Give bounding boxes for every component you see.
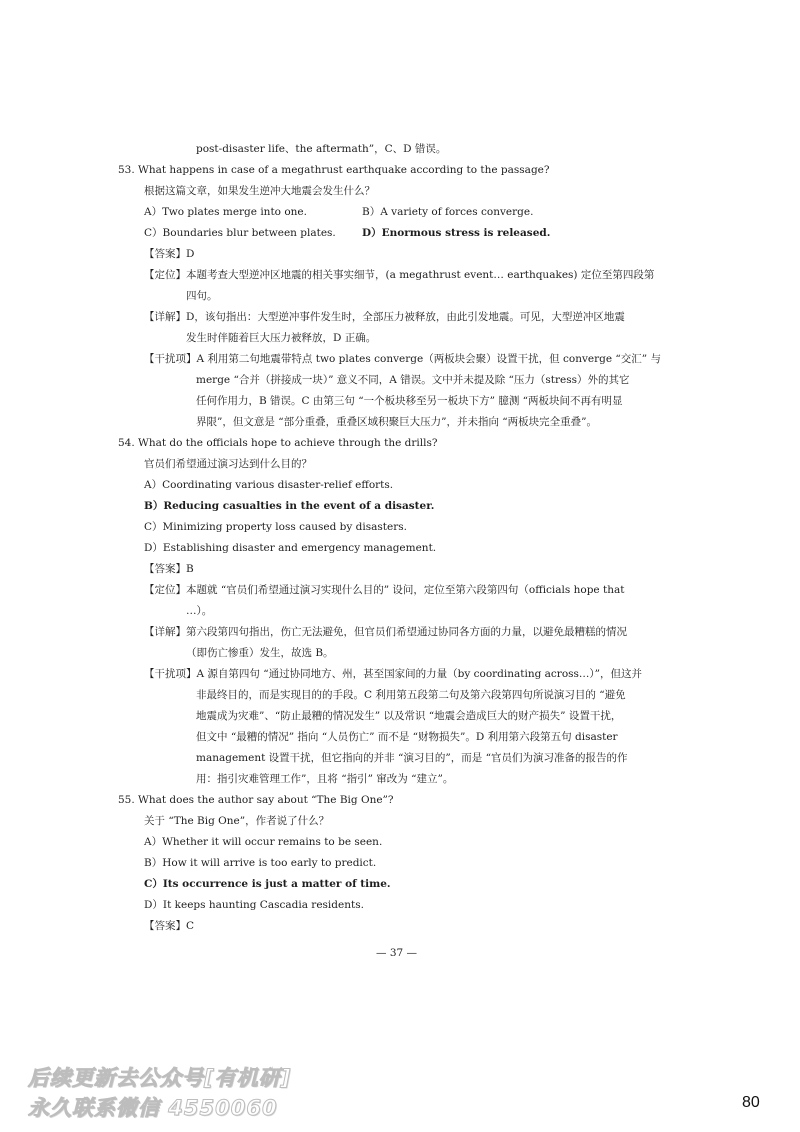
watermark-line-2: 永久联系微信 4550060 [28, 1096, 278, 1120]
text-line: 任何作用力，B 错误。C 由第三句 “一个板块移至另一板块下方” 臆测 “两板块间不再有明显 [196, 395, 623, 407]
text-line: 55. What does the author say about “The Big One”? [118, 794, 394, 806]
text-line: 发生时伴随着巨大压力被释放，D 正确。 [186, 332, 377, 344]
text-line: C）Minimizing property loss caused by disasters. [144, 521, 407, 533]
text-line: management 设置干扰，但它指向的并非 “演习目的”，而是 “官员们为演习准备的报告的作 [196, 752, 628, 764]
text-line: 根据这篇文章，如果发生逆冲大地震会发生什么？ [144, 185, 375, 197]
text-line: 【定位】本题就 “官员们希望通过演习实现什么目的” 设问，定位至第六段第四句（officials hope that [144, 584, 625, 596]
text-line: 【答案】B [144, 563, 194, 575]
text-line: 用：指引灾难管理工作”，且将 “指引” 窜改为 “建立”。 [196, 773, 454, 785]
text-line: 【详解】第六段第四句指出，伤亡无法避免，但官员们希望通过协同各方面的力量，以避免最糟糕的情况 [144, 626, 627, 638]
text-line: A）Whether it will occur remains to be seen. [144, 836, 383, 848]
text-line: C）Boundaries blur between plates. [144, 227, 336, 239]
text-line: 【详解】D，该句指出：大型逆冲事件发生时，全部压力被释放，由此引发地震。可见，大型逆冲区地震 [144, 311, 625, 323]
text-line: 关于 “The Big One”，作者说了什么？ [144, 815, 330, 827]
text-line: 官员们希望通过演习达到什么目的？ [144, 458, 312, 470]
text-line: …）。 [186, 605, 213, 617]
text-line: 【定位】本题考查大型逆冲区地震的相关事实细节，(a megathrust event… earthquakes) 定位至第四段第 [144, 269, 655, 281]
text-line: 53. What happens in case of a megathrust earthquake according to the passage? [118, 164, 550, 176]
text-line: D）Enormous stress is released. [362, 227, 551, 239]
text-line: D）Establishing disaster and emergency management. [144, 542, 437, 554]
text-line: 界限”，但文意是 “部分重叠，重叠区域积聚巨大压力”，并未指向 “两板块完全重叠”。 [196, 416, 598, 428]
text-line: 54. What do the officials hope to achieve through the drills? [118, 437, 438, 449]
text-line: B）Reducing casualties in the event of a disaster. [144, 500, 435, 512]
page-number: — 37 — [376, 947, 418, 959]
text-line: 四句。 [186, 290, 218, 302]
watermark-line-1: 后续更新去公众号[有机研] [28, 1066, 292, 1090]
text-line: A）Coordinating various disaster-relief efforts. [144, 479, 394, 491]
text-line: merge “合并（拼接成一块）” 意义不同，A 错误。文中并未提及除 “压力（stress）外的其它 [196, 374, 630, 386]
text-line: B）How it will arrive is too early to predict. [144, 857, 377, 869]
text-line: D）It keeps haunting Cascadia residents. [144, 899, 364, 911]
text-line: 【答案】C [144, 920, 195, 932]
text-line: 【干扰项】A 源自第四句 “通过协同地方、州，甚至国家间的力量（by coordinating across…）”，但这并 [144, 668, 643, 680]
text-line: 【干扰项】A 利用第二句地震带特点 two plates converge（两板块会聚）设置干扰，但 converge “交汇” 与 [144, 353, 662, 365]
text-line: post-disaster life、the aftermath”，C、D 错误。 [196, 143, 447, 155]
text-line: 地震成为灾难”、“防止最糟的情况发生” 以及常识 “地震会造成巨大的财产损失” 设置干扰， [196, 710, 622, 722]
text-line: 但文中 “最糟的情况” 指向 “人员伤亡” 而不是 “财物损失”。D 利用第六段第五句 disaster [196, 731, 618, 743]
corner-page-number: 80 [742, 1094, 760, 1111]
text-line: C）Its occurrence is just a matter of time. [144, 878, 391, 890]
text-line: 【答案】D [144, 248, 195, 260]
text-line: A）Two plates merge into one. [144, 206, 307, 218]
text-line: B）A variety of forces converge. [362, 206, 534, 218]
text-line: 非最终目的，而是实现目的的手段。C 利用第五段第二句及第六段第四句所说演习目的 “避免 [196, 689, 626, 701]
text-line: （即伤亡惨重）发生，故选 B。 [186, 647, 334, 659]
